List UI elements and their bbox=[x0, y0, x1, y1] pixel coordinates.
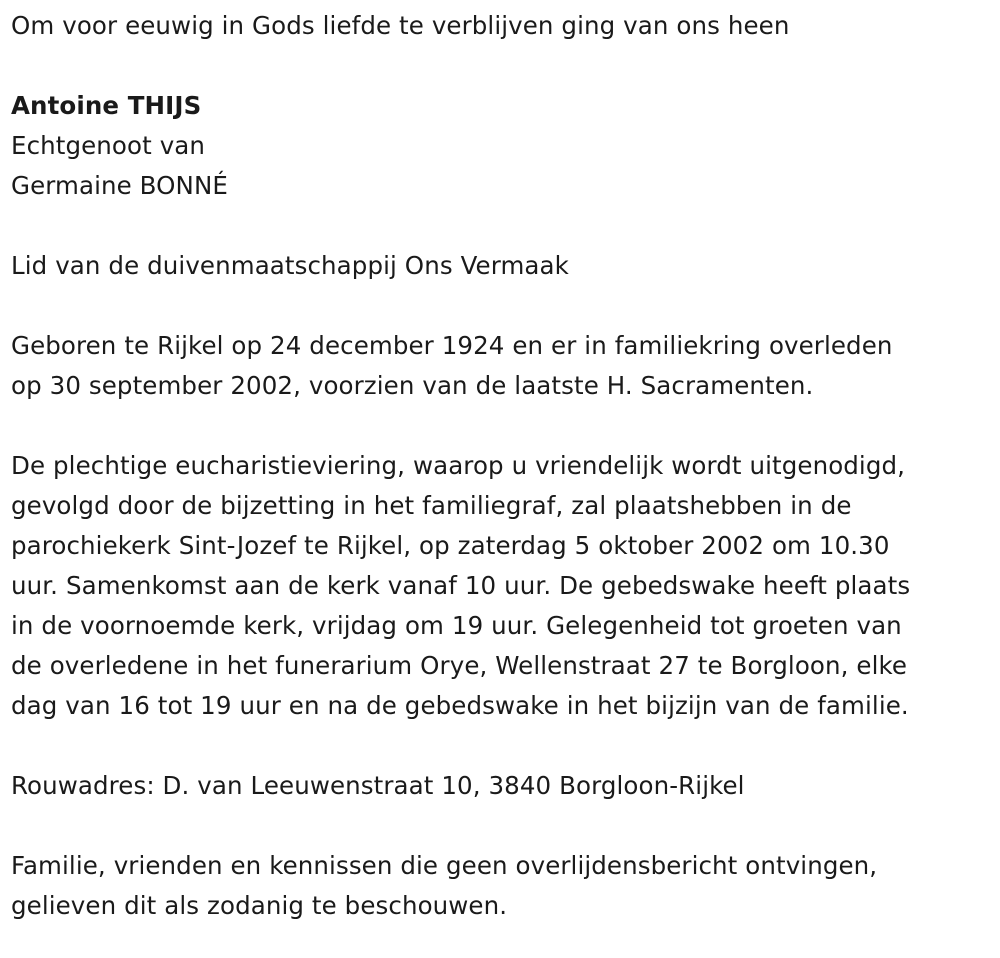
spacer bbox=[11, 726, 996, 766]
address-line: Rouwadres: D. van Leeuwenstraat 10, 3840 Borgloon-Rijkel bbox=[11, 771, 745, 800]
ceremony-line: dag van 16 tot 19 uur en na de gebedswake in het bijzijn van de familie. bbox=[11, 691, 909, 720]
intro-line: Om voor eeuwig in Gods liefde te verblijven ging van ons heen bbox=[11, 11, 790, 40]
ceremony-line: de overledene in het funerarium Orye, Wellenstraat 27 te Borgloon, elke bbox=[11, 651, 908, 680]
ceremony-line: in de voornoemde kerk, vrijdag om 19 uur. Gelegenheid tot groeten van bbox=[11, 611, 902, 640]
spacer bbox=[11, 806, 996, 846]
spacer bbox=[11, 406, 996, 446]
birth-death-line: op 30 september 2002, voorzien van de laatste H. Sacramenten. bbox=[11, 371, 814, 400]
closing-line: Familie, vrienden en kennissen die geen overlijdensbericht ontvingen, bbox=[11, 851, 878, 880]
spacer bbox=[11, 46, 996, 86]
ceremony-line: gevolgd door de bijzetting in het familiegraf, zal plaatshebben in de bbox=[11, 491, 852, 520]
spacer bbox=[11, 206, 996, 246]
closing-line: gelieven dit als zodanig te beschouwen. bbox=[11, 891, 508, 920]
death-notice bbox=[11, 6, 996, 926]
spacer bbox=[11, 286, 996, 326]
membership-line: Lid van de duivenmaatschappij Ons Vermaak bbox=[11, 251, 569, 280]
ceremony-line: uur. Samenkomst aan de kerk vanaf 10 uur. De gebedswake heeft plaats bbox=[11, 571, 911, 600]
spouse-name: Germaine BONNÉ bbox=[11, 171, 228, 200]
ceremony-line: De plechtige eucharistieviering, waarop u vriendelijk wordt uitgenodigd, bbox=[11, 451, 906, 480]
deceased-name: Antoine THIJS bbox=[11, 91, 202, 120]
ceremony-line: parochiekerk Sint-Jozef te Rijkel, op zaterdag 5 oktober 2002 om 10.30 bbox=[11, 531, 890, 560]
birth-death-line: Geboren te Rijkel op 24 december 1924 en er in familiekring overleden bbox=[11, 331, 893, 360]
relation-line: Echtgenoot van bbox=[11, 131, 206, 160]
